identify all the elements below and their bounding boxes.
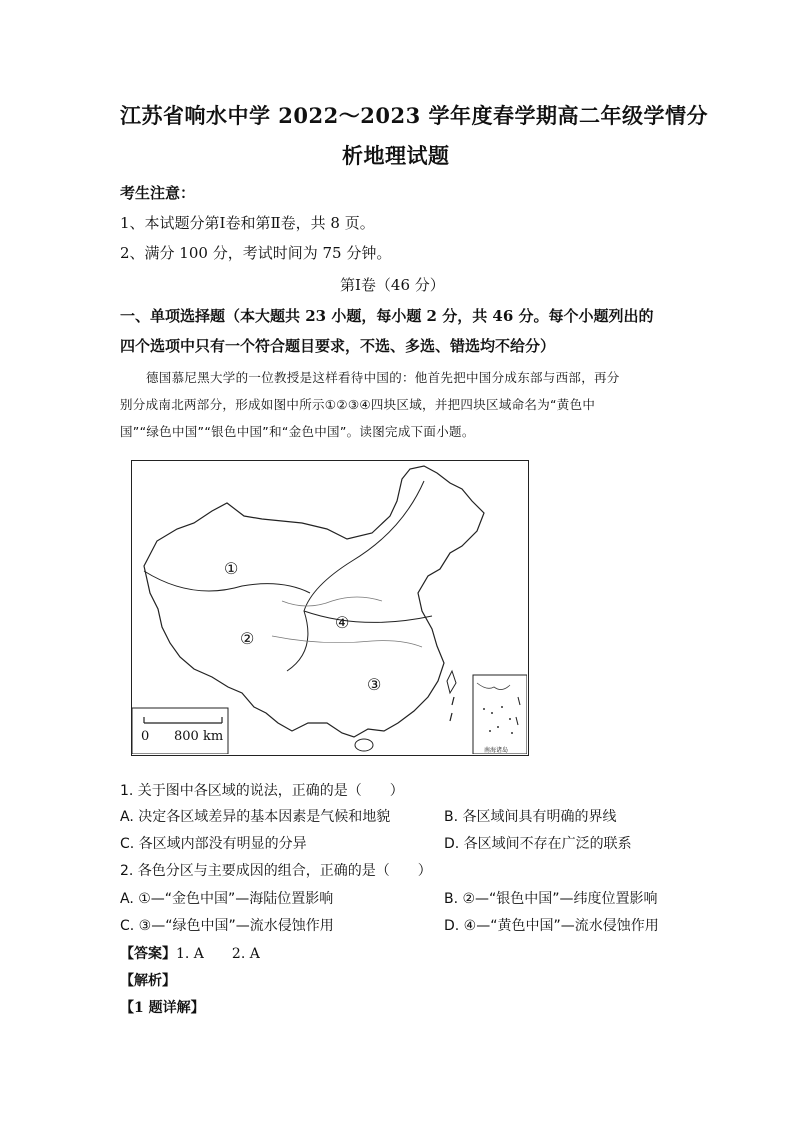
passage-line-2: 别分成南北两部分，形成如图中所示①②③④四块区域，并把四块区域命名为“黄色中 — [120, 397, 596, 412]
title-line-1: 江苏省响水中学 2022～2023 学年度春学期高二年级学情分 — [120, 103, 709, 128]
title-line-2: 析地理试题 — [342, 143, 450, 168]
notice-2: 2、满分 100 分，考试时间为 75 分钟。 — [120, 244, 392, 262]
q1-option-b: B. 各区域间具有明确的界线 — [444, 809, 617, 825]
q2-option-a: A. ①—“金色中国”—海陆位置影响 — [120, 891, 334, 907]
river-line — [282, 597, 382, 606]
notice-heading: 考生注意： — [120, 184, 196, 202]
answer-line — [120, 943, 260, 963]
passage-line-1: 德国慕尼黑大学的一位教授是这样看待中国的：他首先把中国分成东部与西部，再分 — [146, 370, 620, 385]
section-heading-line-1: 一、单项选择题（本大题共 23 小题，每小题 2 分，共 46 分。每个小题列出的 — [120, 307, 654, 325]
boundary-north-south — [304, 611, 432, 622]
answer-value: 1. A 2. A — [176, 946, 260, 962]
notice-1: 1、本试题分第Ⅰ卷和第Ⅱ卷，共 8 页。 — [120, 214, 375, 232]
river-line — [272, 636, 422, 647]
map-drawing — [132, 461, 527, 754]
q2-option-b: B. ②—“银色中国”—纬度位置影响 — [444, 891, 658, 907]
scale-text: 800 km — [174, 729, 224, 744]
section-heading-line-2: 四个选项中只有一个符合题目要求，不选、多选、错选均不给分） — [120, 337, 556, 355]
coast-dash — [450, 713, 452, 721]
taiwan-island — [447, 671, 456, 693]
q1-option-c: C. 各区域内部没有明显的分异 — [120, 836, 307, 852]
coast-dash — [452, 697, 454, 705]
analysis-label: 【解析】 — [120, 973, 176, 989]
hainan-island — [355, 739, 373, 751]
passage-line-3: 国”“绿色中国”“银色中国”和“金色中国”。读图完成下面小题。 — [120, 424, 475, 439]
inset-caption: 南海诸岛 — [484, 747, 509, 754]
south-sea-inset — [473, 675, 527, 754]
region-label-4: ④ — [335, 613, 350, 632]
q2-option-d: D. ④—“黄色中国”—流水侵蚀作用 — [444, 918, 659, 934]
q2-stem: 2. 各色分区与主要成因的组合，正确的是（ ） — [120, 863, 432, 879]
answer-label: 【答案】 — [120, 946, 176, 962]
region-label-2: ② — [240, 629, 255, 648]
q2-option-c: C. ③—“绿色中国”—流水侵蚀作用 — [120, 918, 334, 934]
part-title: 第Ⅰ卷（46 分） — [340, 276, 445, 294]
detail-label: 【1 题详解】 — [120, 1000, 205, 1016]
q1-option-d: D. 各区域间不存在广泛的联系 — [444, 836, 632, 852]
q1-option-a: A. 决定各区域差异的基本因素是气候和地貌 — [120, 809, 391, 825]
region-label-3: ③ — [367, 675, 382, 694]
q1-stem: 1. 关于图中各区域的说法，正确的是（ ） — [120, 783, 404, 799]
china-outline — [144, 466, 484, 737]
region-label-1: ① — [224, 559, 239, 578]
china-region-map — [131, 460, 529, 756]
scale-zero: 0 — [141, 729, 150, 744]
